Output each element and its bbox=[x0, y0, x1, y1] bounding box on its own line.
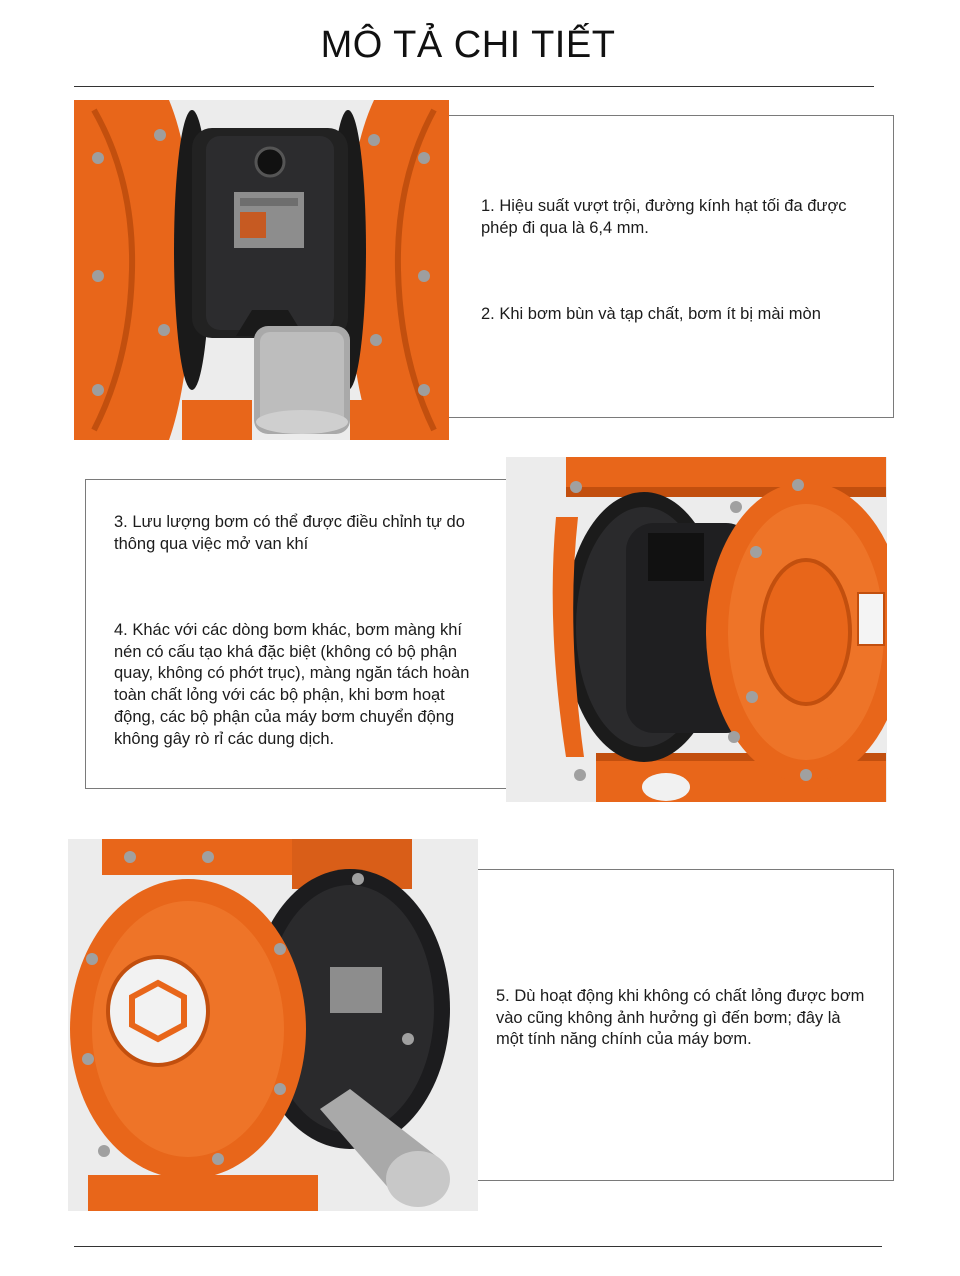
pump-photo-front-icon bbox=[74, 100, 449, 440]
feature-text-3: 3. Lưu lượng bơm có thể được điều chỉnh tự do thông qua việc mở van khí bbox=[114, 513, 465, 553]
feature-box-1 bbox=[440, 115, 894, 418]
feature-text-1: 1. Hiệu suất vượt trội, đường kính hạt tối đa được phép đi qua là 6,4 mm. bbox=[481, 197, 847, 237]
bottom-divider bbox=[74, 1246, 882, 1247]
feature-text-2: 2. Khi bơm bùn và tạp chất, bơm ít bị mài mòn bbox=[481, 305, 821, 323]
top-divider bbox=[74, 86, 874, 87]
pump-photo-side-icon bbox=[506, 457, 887, 802]
feature-text-4: 4. Khác với các dòng bơm khác, bơm màng khí nén có cấu tạo khá đặc biệt (không có bộ phận quay, không có phớt trục), màng ngăn tách hoàn toàn chất lỏng với các bộ phận, khi bơm hoạt động, các bộ phận của máy bơm chuyển động không gây rò rỉ các dung dịch. bbox=[114, 621, 470, 748]
feature-text-5: 5. Dù hoạt động khi không có chất lỏng được bơm vào cũng không ảnh hưởng gì đến bơm; đây là một tính năng chính của máy bơm. bbox=[496, 987, 865, 1049]
page-title: MÔ TẢ CHI TIẾT bbox=[320, 24, 616, 66]
pump-photo-angle-icon bbox=[68, 839, 478, 1211]
